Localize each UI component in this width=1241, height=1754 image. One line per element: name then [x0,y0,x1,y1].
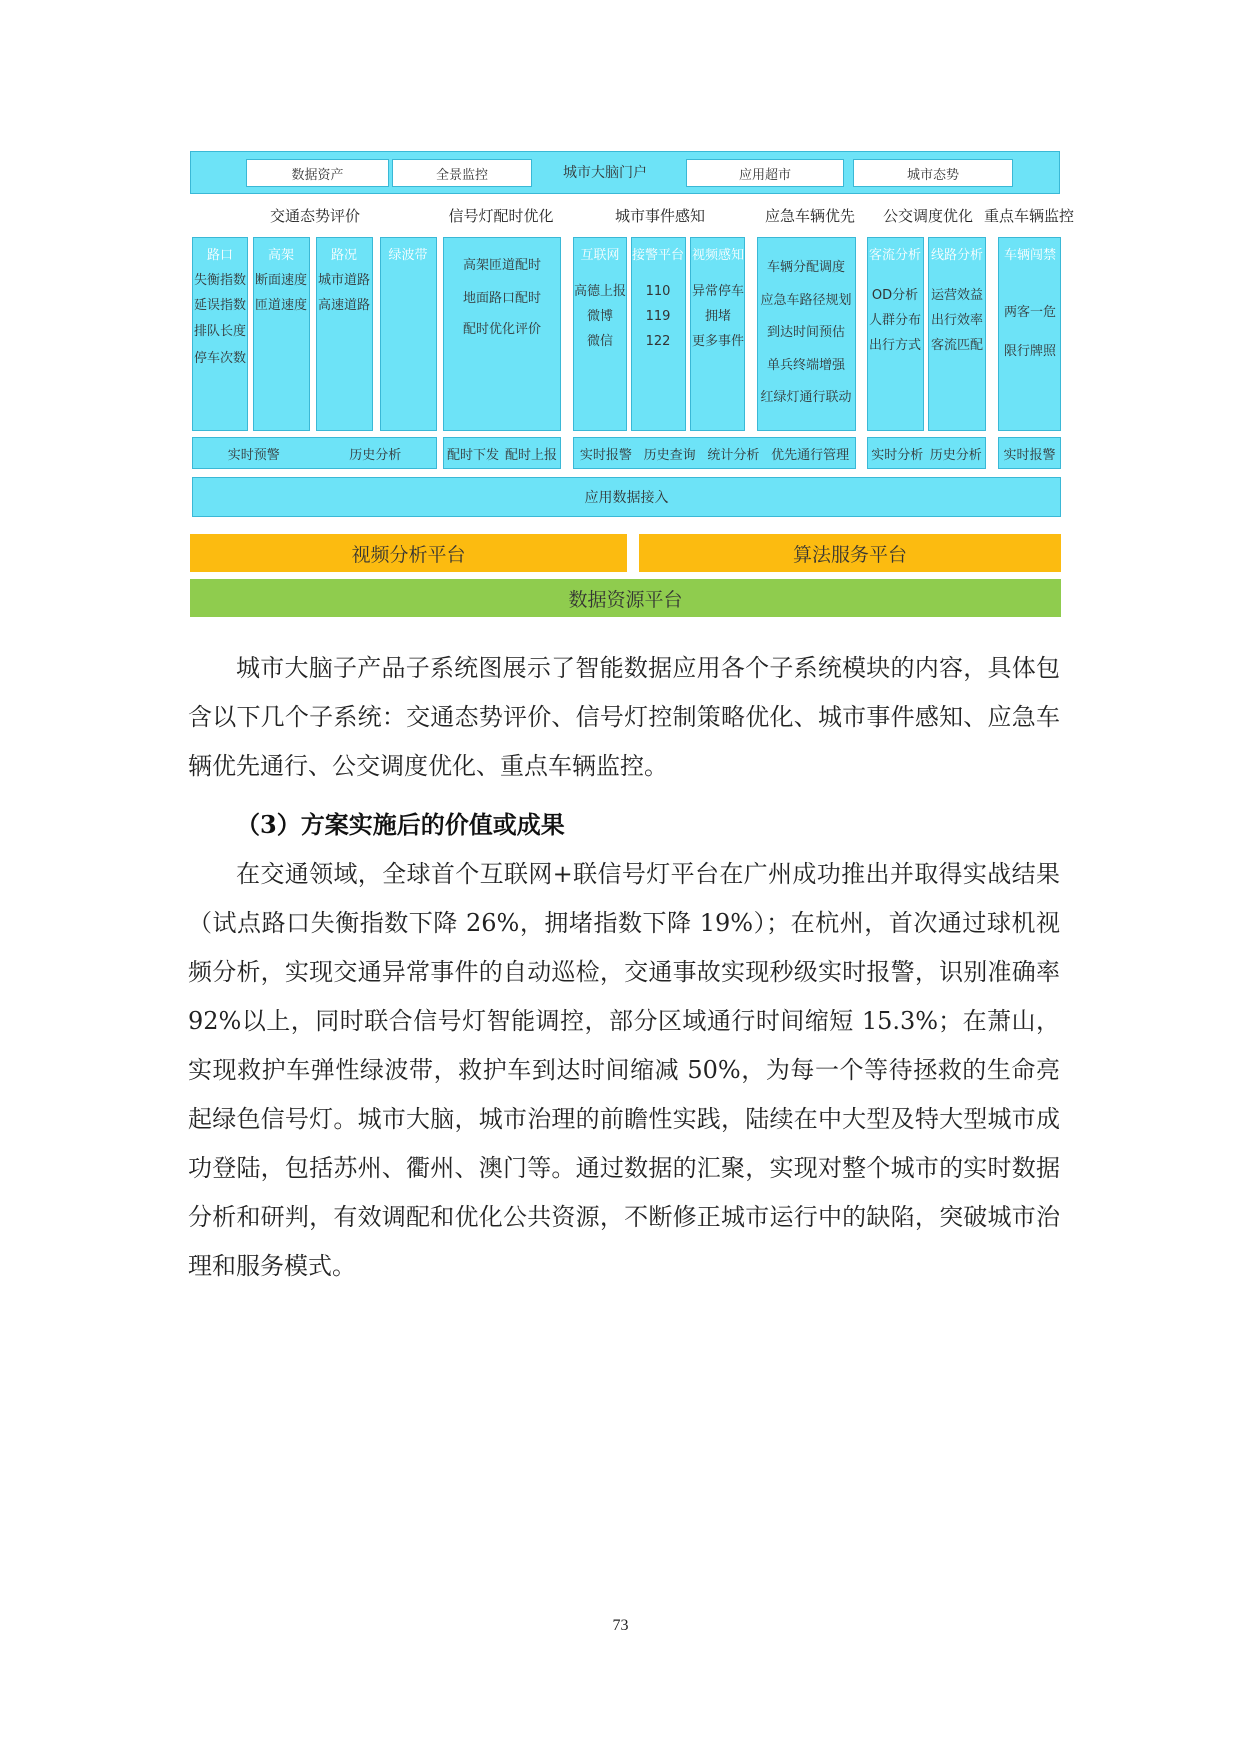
portal-center-label: 城市大脑门户 [563,165,647,181]
bar-item: 实时分析 [871,447,924,463]
column-title: 视频感知 [691,248,745,263]
column-line: 拥堵 [704,309,732,324]
column-passenger-flow [867,237,924,431]
column-title: 接警平台 [631,248,685,263]
column-line: 城市道路 [317,273,371,288]
column-line: 更多事件 [691,334,745,349]
column-line: 微信 [586,334,614,349]
group-header-signal: 信号灯配时优化 [448,207,554,225]
column-line: 单兵终端增强 [766,358,846,373]
bar-item: 统计分析 [707,447,760,463]
column-title: 互联网 [580,248,620,263]
bar-item: 实时预警 [227,447,280,463]
bar-item: 优先通行管理 [771,447,850,463]
paragraph-subsystems: 城市大脑子产品子系统图展示了智能数据应用各个子系统模块的内容，具体包含以下几个子系统：交通态势评价、信号灯控制策略优化、城市事件感知、应急车辆优先通行、公交调度优化、重点车辆监控。 [188,654,1060,780]
portal-item-app-market: 应用超市 [686,159,844,187]
column-line: 人群分布 [868,313,922,328]
column-green-wave [380,237,437,431]
column-line: 运营效益 [930,288,984,303]
algorithm-service-platform: 算法服务平台 [639,534,1061,572]
column-title: 路口 [206,248,234,263]
column-elevated [253,237,310,431]
group-header-traffic: 交通态势评价 [269,207,361,225]
column-title: 路况 [330,248,358,263]
section-heading: （3）方案实施后的价值或成果 [236,810,565,839]
column-route-analysis [928,237,986,431]
column-title: 高架 [267,248,295,263]
column-line: 客流匹配 [930,338,984,353]
subsystem-diagram [0,0,1241,630]
bar-traffic [192,437,437,469]
data-access-bar: 应用数据接入 [192,477,1061,517]
column-line: 限行牌照 [1003,344,1057,359]
portal-item-city-status: 城市态势 [853,159,1013,187]
column-line: 微博 [586,309,614,324]
column-line: 到达时间预估 [766,325,846,340]
column-road [316,237,373,431]
column-title: 客流分析 [868,248,922,263]
column-line: 出行效率 [930,313,984,328]
column-line: 异常停车 [691,284,745,299]
bar-item: 实时报警 [1003,447,1056,463]
column-line: 出行方式 [868,338,922,353]
column-line: 延误指数 [193,298,247,313]
column-title: 线路分析 [930,248,984,263]
bar-signal [443,437,561,469]
column-line: 高德上报 [573,284,627,299]
group-header-event: 城市事件感知 [614,207,706,225]
video-analysis-platform: 视频分析平台 [190,534,627,572]
column-line: 断面速度 [254,273,308,288]
bar-event-emergency [573,437,856,469]
column-line: 高架匝道配时 [462,258,542,273]
column-line: 应急车路径规划 [760,293,852,308]
bar-item: 配时上报 [504,447,557,463]
bar-item: 历史查询 [643,447,696,463]
column-line: 匝道速度 [254,298,308,313]
group-header-vehicle: 重点车辆监控 [983,207,1075,225]
column-line: 119 [645,309,671,324]
column-line: 排队长度 [193,324,247,339]
column-vehicle-intrusion [998,237,1061,431]
column-line: 停车次数 [193,351,247,366]
column-line: 两客一危 [1003,305,1057,320]
column-line: 失衡指数 [193,273,247,288]
column-line: 高速道路 [317,298,371,313]
group-header-bus: 公交调度优化 [882,207,974,225]
bar-item: 实时报警 [579,447,632,463]
column-line: 配时优化评价 [462,322,542,337]
bar-item: 配时下发 [446,447,499,463]
column-line: 110 [645,284,671,299]
column-title: 绿波带 [388,248,428,263]
group-header-emergency: 应急车辆优先 [764,207,856,225]
paragraph-results: 在交通领域，全球首个互联网+联信号灯平台在广州成功推出并取得实战结果（试点路口失衡指数下降 26%，拥堵指数下降 19%）；在杭州，首次通过球机视频分析，实现交通异常事件的自动巡检，交通事故实现秒级实时报警，识别准确率 92%以上，同时联合信号灯智能调控，部分区域通行时间缩短 15.3%；在萧山，实现救护车弹性绿波带，救护车到达时间缩减 50%，为每一个等待拯救的生命亮起绿色信号灯。城市大脑，城市治理的前瞻性实践，陆续在中大型及特大型城市成功登陆，包括苏州、衢州、澳门等。通过数据的汇聚，实现对整个城市的实时数据分析和研判，有效调配和优化公共资源，不断修正城市运行中的缺陷，突破城市治理和服务模式。 [188,860,1060,1280]
column-title: 车辆闯禁 [1003,248,1057,263]
portal-item-panorama: 全景监控 [392,159,532,187]
column-line: 红绿灯通行联动 [760,390,852,405]
bar-bus [867,437,986,469]
column-line: 车辆分配调度 [766,260,846,275]
bar-vehicle [998,437,1061,469]
column-line: 122 [645,334,671,349]
page-number: 73 [612,1617,629,1634]
column-line: 地面路口配时 [462,291,542,306]
data-resource-platform: 数据资源平台 [190,579,1061,617]
portal-item-data-assets: 数据资产 [246,159,389,187]
bar-item: 历史分析 [929,447,982,463]
bar-item: 历史分析 [349,447,402,463]
column-line: OD分析 [871,288,919,303]
